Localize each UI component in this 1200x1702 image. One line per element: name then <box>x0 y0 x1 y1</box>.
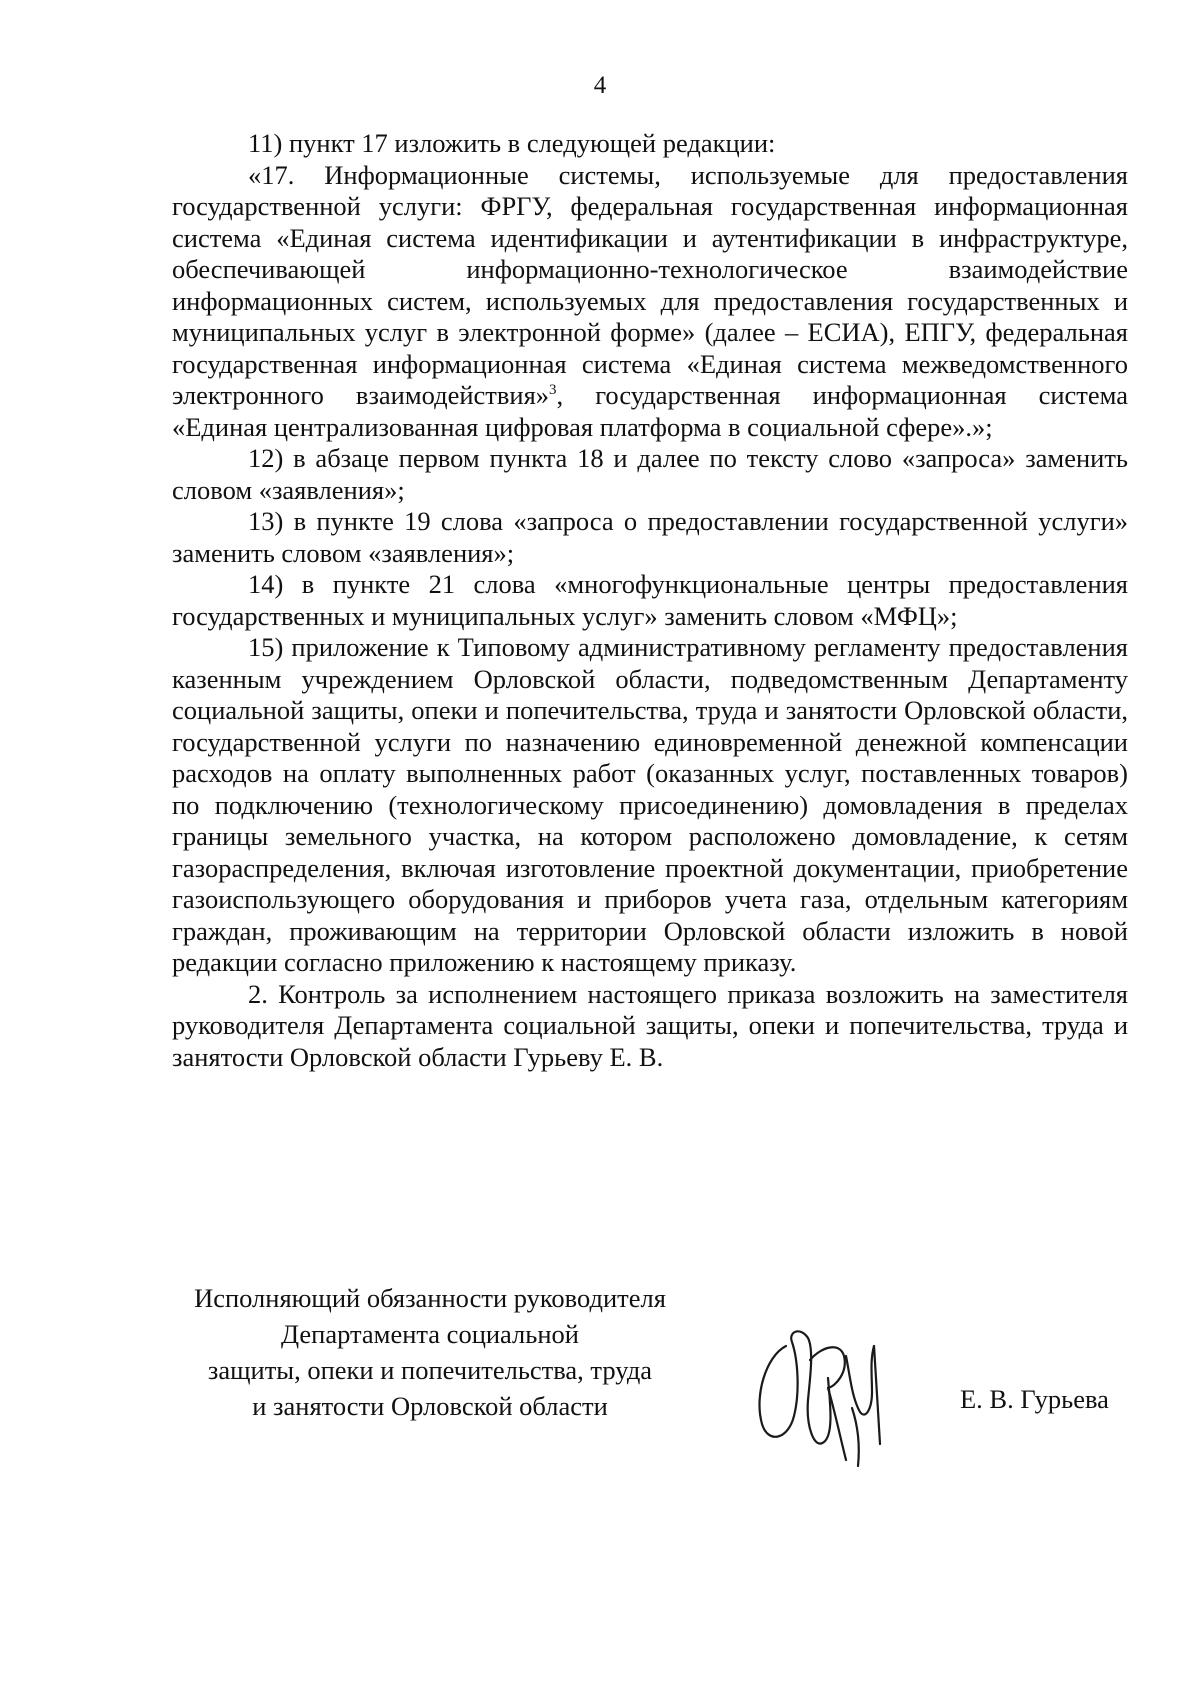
paragraph-item-17-tail: , государственная информационная система «Единая централизованная цифровая платформа в социальной сфере».»; <box>172 380 1129 442</box>
signatory-title <box>150 1280 710 1424</box>
paragraph-item-14: 14) в пункте 21 слова «многофункциональные центры предоставления государственных и муниципальных услуг» заменить словом «МФЦ»; <box>172 569 1128 631</box>
handwritten-signature-icon <box>748 1316 898 1472</box>
paragraph-item-17-main: «17. Информационные системы, используемые для предоставления государственной услуги: ФРГУ, федеральная государственная информационная система «Единая система идентификации и аутентификации в инфраструктуре, обеспечивающей информационно-технологическое взаимодействие информационных систем, используемых для предоставления государственных и муниципальных услуг в электронной форме» (далее – ЕСИА), ЕПГУ, федеральная государственная информационная система «Единая система межведомственного электронного взаимодействия» <box>172 159 1128 410</box>
signatory-title-line: Исполняющий обязанности руководителя <box>194 1283 666 1313</box>
paragraph-item-11: 11) пункт 17 изложить в следующей редакции: <box>248 128 776 158</box>
paragraph-control-clause: 2. Контроль за исполнением настоящего приказа возложить на заместителя руководителя Департамента социальной защиты, опеки и попечительства, труда и занятости Орловской области Гурьеву Е. В. <box>172 978 1128 1072</box>
paragraph-item-17-text <box>172 160 1128 444</box>
paragraph-item-15: 15) приложение к Типовому административному регламенту предоставления казенным учреждением Орловской области, подведомственным Департаменту социальной защиты, опеки и попечительства, труда и занятости Орловской области, государственной услуги по назначению единовременной денежной компенсации расходов на оплату выполненных работ (оказанных услуг, поставленных товаров) по подключению (технологическому присоединению) домовладения в пределах границы земельного участка, на котором расположено домовладение, к сетям газораспределения, включая изготовление проектной документации, приобретение газоиспользующего оборудования и приборов учета газа, отдельным категориям граждан, проживающим на территории Орловской области изложить в новой редакции согласно приложению к настоящему приказу. <box>172 632 1128 977</box>
page-number: 4 <box>593 72 607 99</box>
signatory-title-line: Департамента социальной <box>281 1319 579 1349</box>
document-body <box>172 128 1128 1073</box>
signatory-title-line: и занятости Орловской области <box>252 1391 608 1421</box>
footnote-marker: 3 <box>549 382 557 399</box>
paragraph-item-12: 12) в абзаце первом пункта 18 и далее по тексту слово «запроса» заменить словом «заявления»; <box>172 443 1128 505</box>
signatory-name: Е. В. Гурьева <box>960 1384 1109 1414</box>
signatory-title-line: защиты, опеки и попечительства, труда <box>207 1355 653 1385</box>
paragraph-item-13: 13) в пункте 19 слова «запроса о предоставлении государственной услуги» заменить словом «заявления»; <box>172 506 1128 568</box>
